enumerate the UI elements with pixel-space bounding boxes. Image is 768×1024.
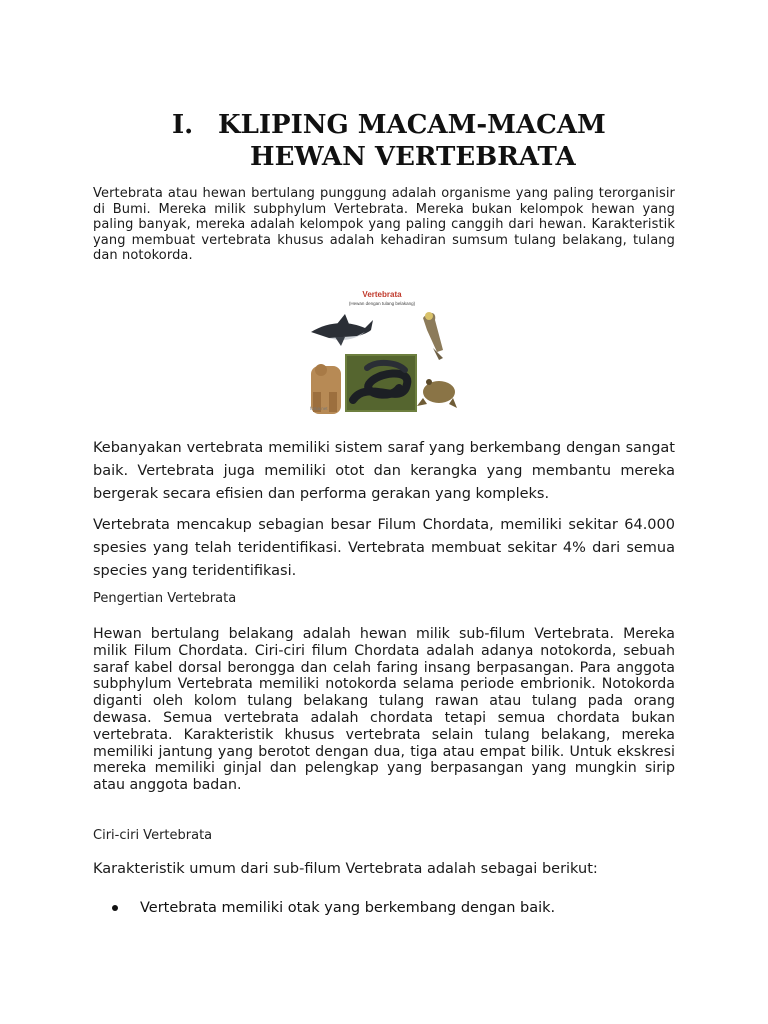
figure-credit: foma.net (310, 406, 328, 411)
subheading-ciri-ciri: Ciri-ciri Vertebrata (93, 828, 213, 843)
snake-image (345, 354, 417, 412)
heading-line-1: KLIPING MACAM-MACAM (218, 110, 606, 140)
paragraph-kebanyakan: Kebanyakan vertebrata memiliki sistem saraf yang berkembang dengan sangat baik. Vertebrata juga memiliki otot dan kerangka yang membantu mereka bergerak secara efisien dan performa gerakan yang kompleks. (93, 440, 675, 502)
paragraph-vertebrata: Vertebrata mencakup sebagian besar Filum Chordata, memiliki sekitar 64.000 spesies yang telah teridentifikasi. Vertebrata membuat sekitar 4% dari semua species yang teridentifikasi. (93, 517, 675, 579)
heading-number: I. (172, 110, 194, 140)
shark-image (311, 314, 373, 346)
paragraph-karakteristik: Karakteristik umum dari sub-filum Vertebrata adalah sebagai berikut: (93, 861, 598, 877)
heading-line-2: HEWAN VERTEBRATA (250, 142, 576, 172)
bullet-icon (112, 905, 118, 911)
subheading-pengertian: Pengertian Vertebrata (93, 591, 237, 606)
figure-illustration (307, 288, 457, 418)
intro-paragraph: Vertebrata atau hewan bertulang punggung adalah organisme yang paling terorganisir di Bumi. Mereka milik subphylum Vertebrata. Mereka bukan kelompok hewan yang paling banyak, mereka adalah kelompok yang paling canggih dari hewan. Karakteristik yang membuat vertebrata khusus adalah kehadiran sumsum tulang belakang, tulang dan notokorda. (93, 186, 675, 263)
vertebrata-figure (307, 288, 457, 418)
list-item-text: Vertebrata memiliki otak yang berkembang dengan baik. (140, 900, 556, 916)
figure-title: Vertebrata (362, 290, 402, 299)
bird-image (423, 312, 443, 360)
frog-image (417, 379, 457, 408)
paragraph-hewan: Hewan bertulang belakang adalah hewan milik sub-filum Vertebrata. Mereka milik Filum Chordata. Ciri-ciri filum Chordata adalah adanya notokorda, sebuah saraf kabel dorsal berongga dan celah faring insang berpasangan. Para anggota subphylum Vertebrata memiliki notokorda selama periode embrionik. Notokorda diganti oleh kolom tulang belakang tulang rawan atau tulang pada orang dewasa. Semua vertebrata adalah chordata tetapi semua chordata bukan vertebrata. Karakteristik khusus vertebrata selain tulang belakang, mereka memiliki jantung yang berotot dengan dua, tiga atau empat bilik. Untuk ekskresi mereka memiliki ginjal dan pelengkap yang berpasangan yang mungkin sirip atau anggota badan. (93, 626, 675, 794)
figure-subtitle: (Hewan dengan tulang belakang) (348, 301, 416, 306)
